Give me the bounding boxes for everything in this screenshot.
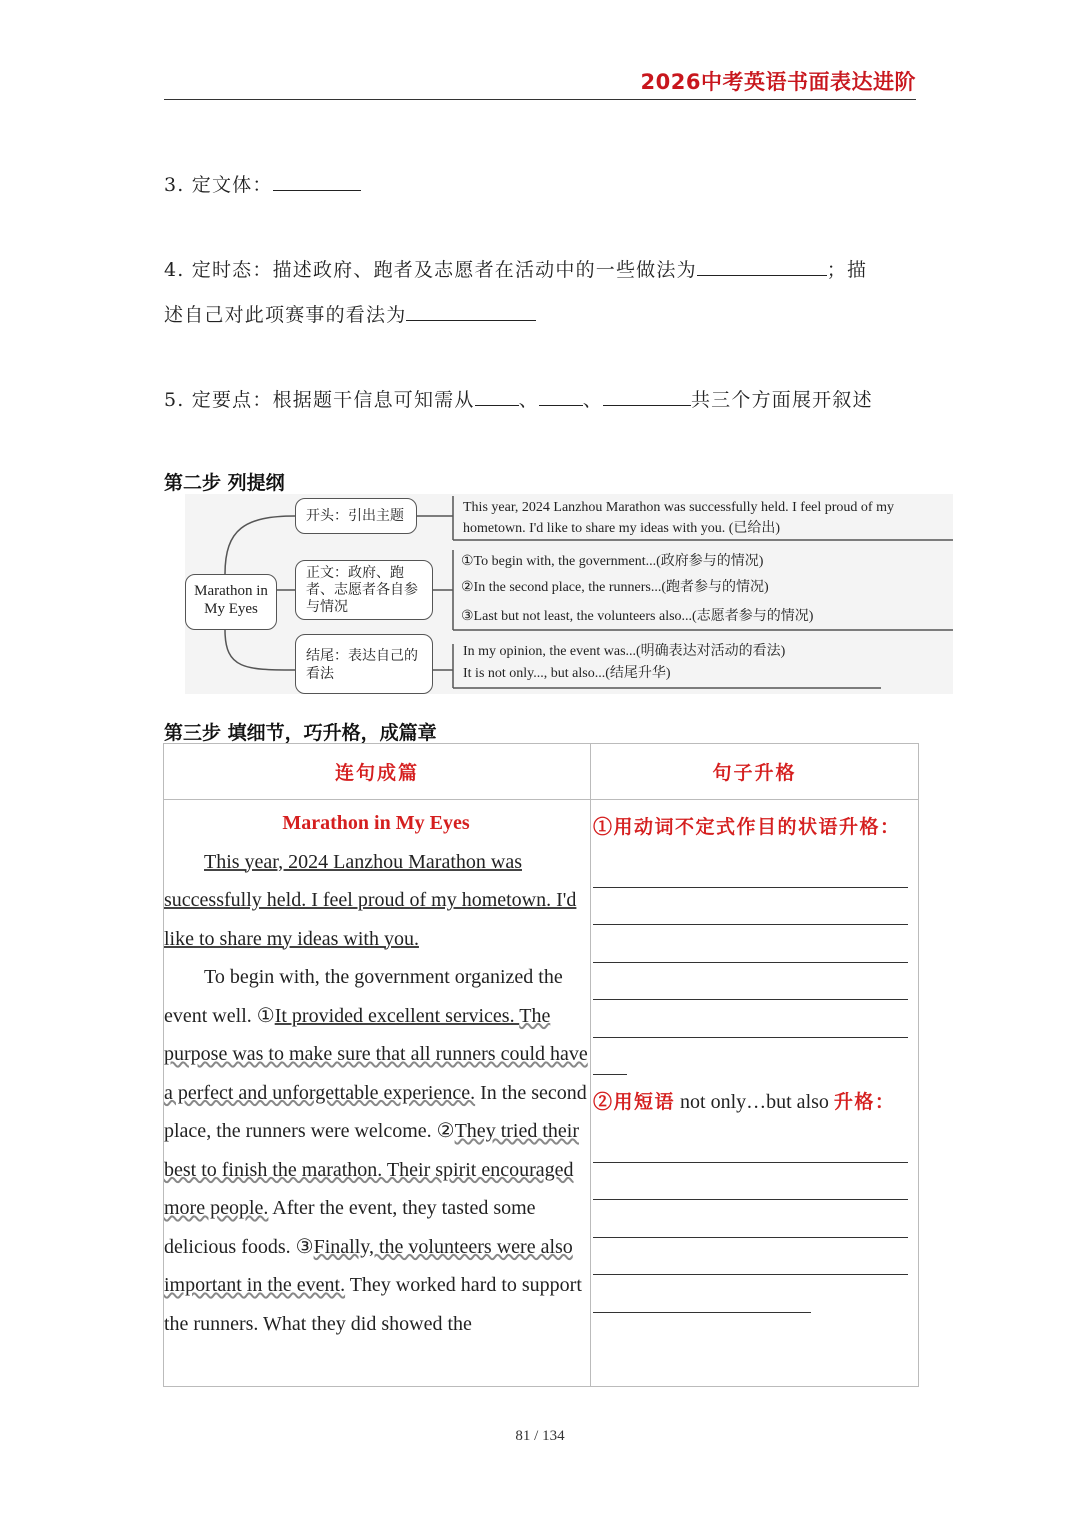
answer-line[interactable]	[593, 1238, 908, 1276]
answer-line[interactable]	[593, 925, 908, 963]
point-blank-3[interactable]	[603, 387, 691, 406]
tense-blank-2[interactable]	[406, 302, 536, 321]
outline-body-item-2: ②In the second place, the runners...(跑者参与的情况)	[461, 580, 769, 595]
essay-paragraph-1	[164, 843, 588, 959]
essay-paragraph-2	[164, 958, 588, 1343]
outline-opening-node: 开头：引出主题	[295, 498, 417, 534]
marker-1: ①	[256, 1004, 275, 1027]
outline-diagram	[185, 494, 953, 694]
question-5-end: 共三个方面展开叙述	[690, 389, 873, 411]
question-3	[164, 170, 361, 197]
answer-line[interactable]	[593, 1125, 908, 1163]
answer-line[interactable]	[593, 1163, 908, 1201]
answer-line[interactable]	[593, 1000, 908, 1038]
genre-blank[interactable]	[273, 172, 361, 191]
question-5-text: 5. 定要点：根据题干信息可知需从	[164, 389, 475, 411]
essay-sentence-2: They tried their best to finish the marathon. Their spirit encouraged more people.	[164, 1120, 579, 1219]
outline-body-item-3: ③Last but not least, the volunteers also...(志愿者参与的情况)	[461, 609, 814, 624]
question-4-text: 4. 定时态：描述政府、跑者及志愿者在活动中的一些做法为	[164, 259, 697, 281]
answer-line[interactable]	[593, 1038, 627, 1076]
essay-title: Marathon in My Eyes	[282, 812, 470, 834]
question-4-line1	[164, 255, 867, 282]
question-4-line2	[164, 300, 536, 327]
tense-blank-1[interactable]	[697, 257, 827, 276]
essay-sentence-3: Finally, the volunteers were also important in the event.	[164, 1235, 573, 1296]
upgrade-1-label: ①用动词不定式作目的状语升格：	[593, 816, 901, 838]
answer-line[interactable]	[593, 888, 908, 926]
essay-sentence-1: It provided excellent services.	[274, 1004, 520, 1027]
separator: 、	[582, 389, 603, 411]
answer-line[interactable]	[593, 850, 908, 888]
essay-text: They worked hard to support the runners. What they did showed the	[164, 1274, 582, 1335]
step-2-title: 第二步 列提纲	[164, 472, 285, 494]
separator: 、	[518, 389, 539, 411]
essay-intro: This year, 2024 Lanzhou Marathon was successfully held. I feel proud of my hometown. I'd like to share my ideas with you.	[164, 850, 577, 950]
table-header-left: 连句成篇	[164, 744, 591, 800]
answer-line[interactable]	[593, 1200, 908, 1238]
essay-sentence-1b: The purpose was to make sure that all runners could have a perfect and unforgettable experience.	[164, 1004, 588, 1104]
upgrade-2-label	[593, 1079, 908, 1125]
question-4-text-2: 述自己对此项赛事的看法为	[164, 304, 407, 326]
upgrade-2-phrase: not only…but also	[675, 1091, 834, 1113]
question-4-continue: ；描	[826, 259, 868, 281]
header-divider	[164, 99, 916, 100]
question-5	[164, 385, 873, 412]
outline-body-node: 正文：政府、跑者、志愿者各自参与情况	[295, 560, 433, 620]
answer-line[interactable]	[593, 963, 908, 1001]
header-title: 2026中考英语书面表达进阶	[640, 70, 916, 94]
upgrade-2-text: ②用短语	[593, 1091, 676, 1113]
writing-table	[163, 743, 919, 1387]
point-blank-1[interactable]	[475, 387, 519, 406]
outline-ending-node: 结尾：表达自己的看法	[295, 634, 433, 694]
outline-opening-line1: This year, 2024 Lanzhou Marathon was successfully held. I feel proud of my	[463, 500, 894, 515]
point-blank-2[interactable]	[539, 387, 583, 406]
outline-ending-line2: It is not only..., but also...(结尾升华)	[463, 666, 671, 681]
outline-center-node: Marathon in My Eyes	[185, 574, 277, 630]
outline-ending-line1: In my opinion, the event was...(明确表达对活动的看法)	[463, 644, 786, 659]
essay-text: After the event, they tasted some delicious foods.	[164, 1197, 536, 1258]
table-header-right: 句子升格	[591, 744, 919, 800]
outline-opening-line2: hometown. I'd like to share my ideas with you. (已给出)	[463, 521, 781, 536]
marker-2: ②	[436, 1120, 455, 1142]
question-3-label: 3. 定文体：	[164, 174, 273, 196]
marker-3: ③	[295, 1235, 314, 1258]
essay-text: In the second place, the runners were welcome.	[164, 1081, 587, 1142]
essay-text: To begin with, the government organized the event well.	[164, 966, 563, 1027]
upgrade-2-text-end: 升格：	[833, 1091, 896, 1113]
outline-body-item-1: ①To begin with, the government...(政府参与的情况)	[461, 554, 764, 569]
step-3-title: 第三步 填细节，巧升格，成篇章	[164, 722, 437, 744]
page-number: 81 / 134	[515, 1428, 565, 1444]
upgrade-cell	[591, 800, 919, 1387]
essay-cell	[164, 800, 591, 1387]
answer-line[interactable]	[593, 1275, 811, 1313]
